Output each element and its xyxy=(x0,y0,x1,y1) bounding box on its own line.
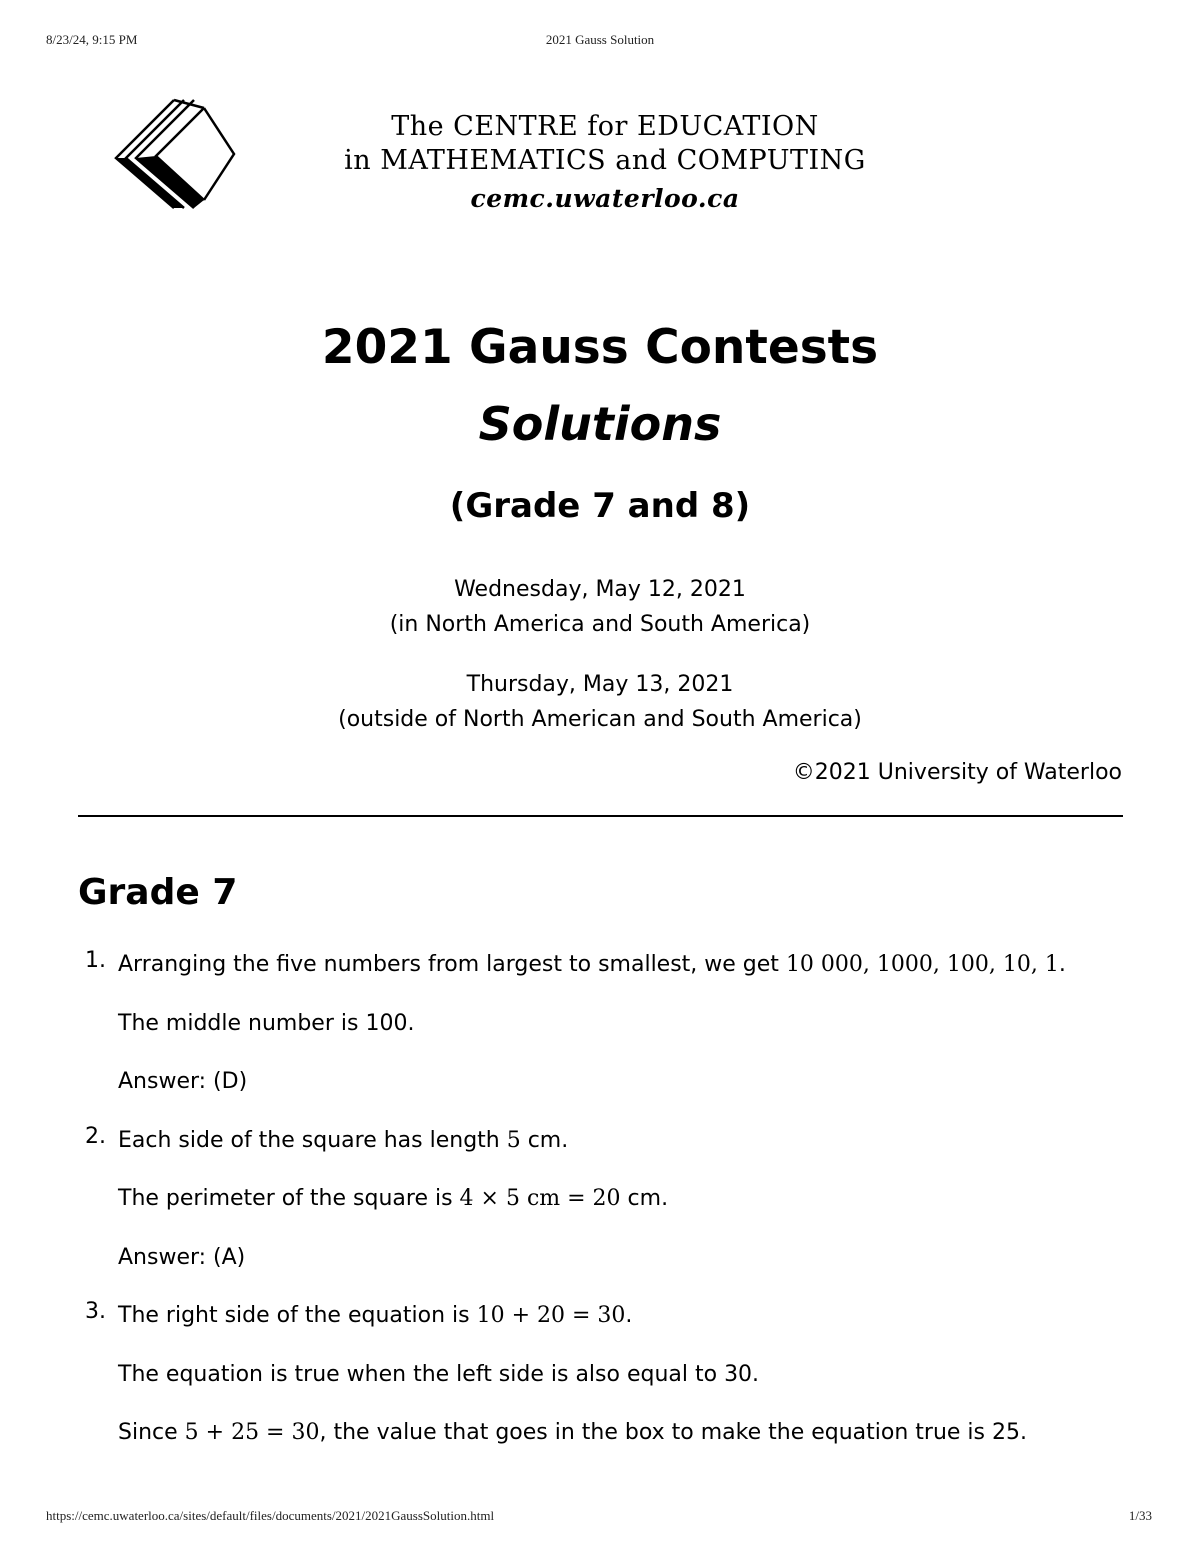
copyright: ©2021 University of Waterloo xyxy=(792,760,1122,785)
solution-number: 3. xyxy=(85,1299,106,1324)
print-doc-title: 2021 Gauss Solution xyxy=(545,32,655,47)
org-name-line2: in MATHEMATICS and COMPUTING xyxy=(344,145,866,176)
solution-item xyxy=(78,948,1138,1099)
solutions-list xyxy=(78,948,1138,1475)
print-datetime: 8/23/24, 9:15 PM xyxy=(46,32,138,47)
solution-line: The middle number is 100. xyxy=(118,1010,415,1036)
second-region: (outside of North American and South America) xyxy=(338,707,862,732)
solution-number: 2. xyxy=(85,1123,106,1149)
solution-line: The perimeter of the square is 4 × 5 cm = 20 cm. xyxy=(118,1186,669,1211)
page-subtitle: Solutions xyxy=(478,397,722,451)
solution-number: 1. xyxy=(85,948,106,973)
solution-item xyxy=(78,1124,1138,1275)
print-page-number: 1/33 xyxy=(1128,1508,1152,1523)
solution-line: The equation is true when the left side is also equal to 30. xyxy=(118,1361,760,1387)
page-title: 2021 Gauss Contests xyxy=(321,320,879,375)
section-title: Grade 7 xyxy=(78,872,238,913)
title-block xyxy=(0,318,1200,528)
solution-line: The right side of the equation is 10 + 20 = 30. xyxy=(118,1303,633,1328)
cemc-logo xyxy=(112,98,238,210)
solution-line: Since 5 + 25 = 30, the value that goes in the box to make the equation true is 25. xyxy=(118,1420,1027,1445)
org-website: cemc.uwaterloo.ca xyxy=(470,184,740,213)
solution-line: Each side of the square has length 5 cm. xyxy=(118,1127,569,1153)
second-date: Thursday, May 13, 2021 xyxy=(466,672,734,697)
solution-answer: Answer: (A) xyxy=(118,1244,246,1270)
first-date: Wednesday, May 12, 2021 xyxy=(454,577,746,602)
org-name-line1: The CENTRE for EDUCATION xyxy=(391,111,819,142)
contest-dates xyxy=(0,572,1200,737)
solution-item xyxy=(78,1299,1138,1450)
divider xyxy=(78,815,1123,817)
solution-line: Arranging the five numbers from largest to smallest, we get 10 000, 1000, 100, 10, 1. xyxy=(118,952,1066,977)
print-url: https://cemc.uwaterloo.ca/sites/default/files/documents/2021/2021GaussSolution.html xyxy=(46,1508,495,1523)
grade-range: (Grade 7 and 8) xyxy=(449,486,751,526)
solution-answer: Answer: (D) xyxy=(118,1069,248,1094)
org-header xyxy=(300,110,910,213)
first-region: (in North America and South America) xyxy=(389,612,811,637)
